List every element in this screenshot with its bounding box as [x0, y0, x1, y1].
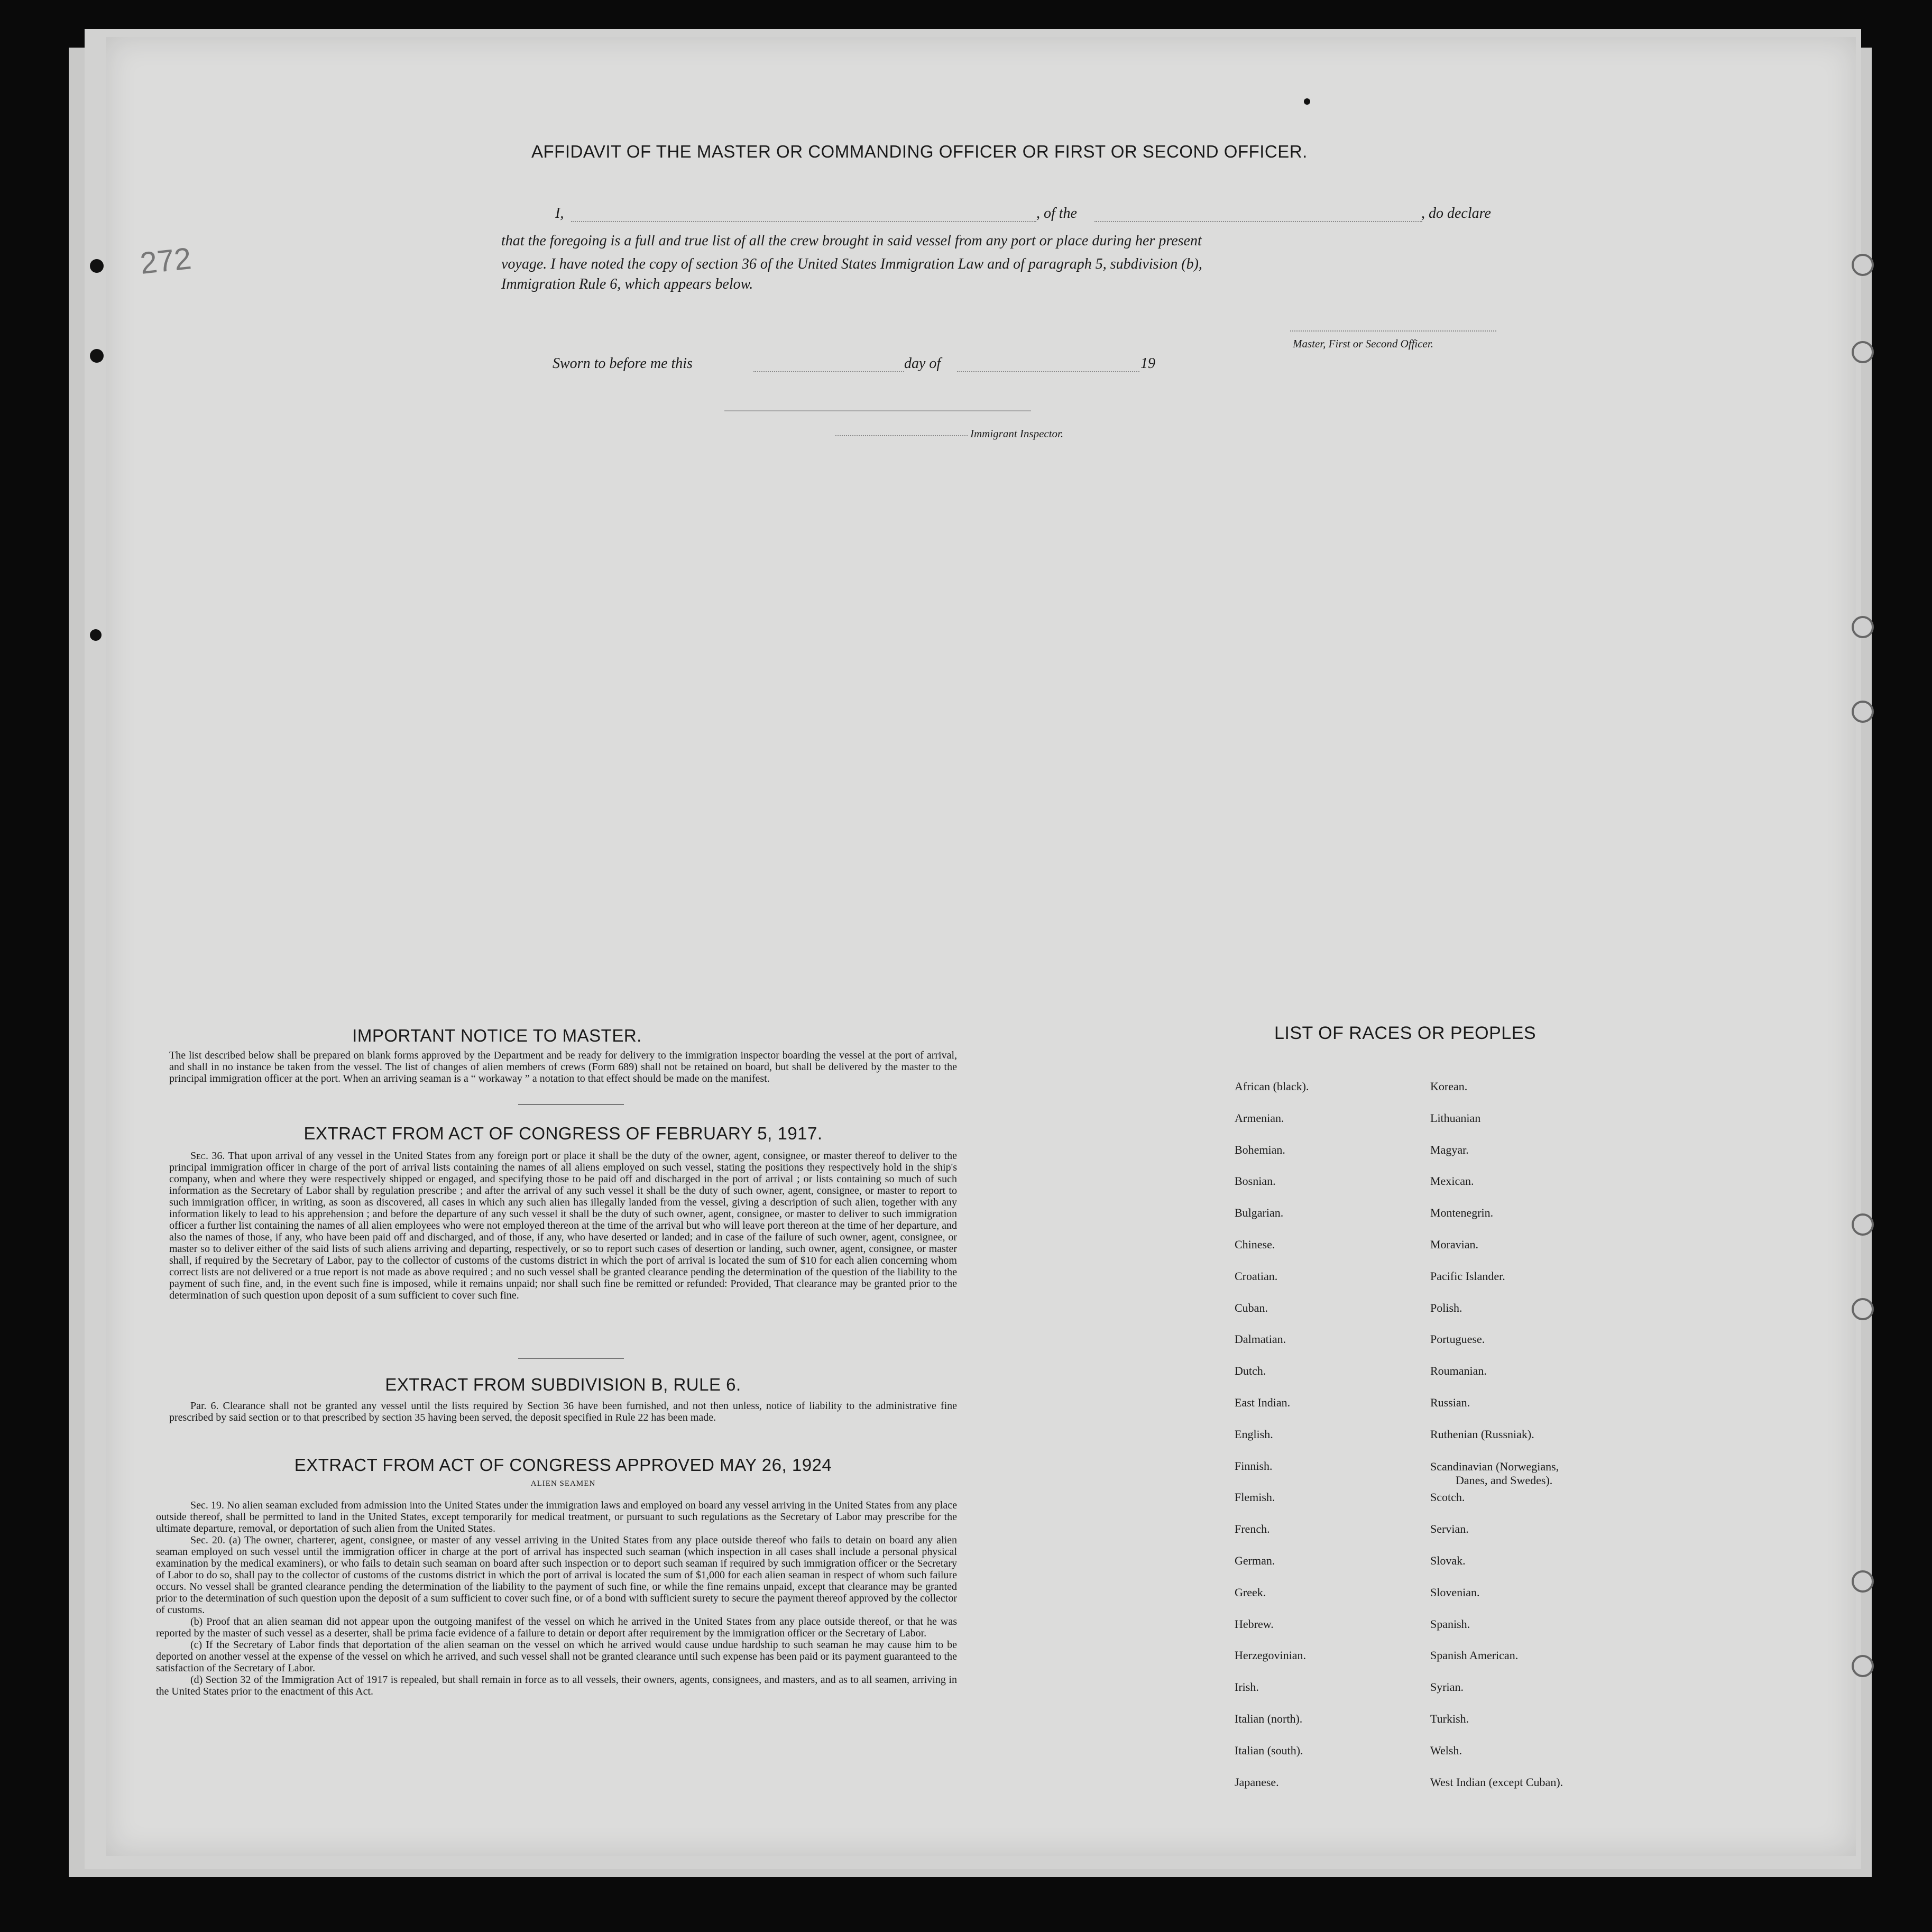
section-divider [518, 1104, 624, 1105]
race-item: Mexican. [1430, 1174, 1474, 1188]
inspector-blank-line [724, 410, 1031, 411]
extract-1924-body [156, 1499, 957, 1697]
affidavit-line: voyage. I have noted the copy of section 36 of the United States Immigration Law and of paragraph 5, subdivision (b), [501, 256, 1202, 272]
race-item: Turkish. [1430, 1712, 1469, 1725]
race-item-continuation: Danes, and Swedes). [1456, 1473, 1553, 1487]
section-20d: (d) Section 32 of the Immigration Act of 1917 is repealed, but shall remain in force as to all vessels, their owners, agents, consignees, and masters, and as to all seamen, arriving in the United States prior to the enactment of this Act. [156, 1674, 957, 1697]
race-item: Roumanian. [1430, 1364, 1487, 1378]
race-item: Scandinavian (Norwegians, Danes, and Swedes). [1430, 1450, 1563, 1482]
binder-ring [1852, 254, 1874, 276]
affidavit-of-the: , of the [1036, 205, 1077, 222]
extract-rule6-body: Par. 6. Clearance shall not be granted any vessel until the lists required by Section 36 have been furnished, and not then unless, notice of liability to the administrative fine prescribed by said section or to that prescribed by section 35 having been served, the deposit specified in Rule 22 has been made. [169, 1400, 957, 1423]
race-item: German. [1235, 1553, 1275, 1567]
race-item: Japanese. [1235, 1775, 1279, 1789]
race-item: Lithuanian [1430, 1111, 1481, 1125]
race-item: Polish. [1430, 1301, 1462, 1314]
binder-ring [1852, 1655, 1874, 1677]
race-item: Herzegovinian. [1235, 1649, 1306, 1662]
binder-ring [1852, 1213, 1874, 1236]
race-item: Finnish. [1235, 1459, 1273, 1473]
section-text: That upon arrival of any vessel in the United States from any foreign port or place it shall be the duty of the owner, agent, consignee, or master thereof to deliver to the principal immigration officer in charge of the port of arrival lists containing the names of all aliens employed on such vessel, stating the positions they respectively hold in the ship's company, when and where they were respectively shipped or engaged, and specifying those to be paid off and discharged in the port of arrival ; or lists containing so much of such information as the Secretary of Labor shall by regulation prescribe ; and after the arrival of any such vessel it shall be the duty of such owner, agent, consignee, or master to report to such immigration officer, in writing, as soon as discovered, all cases in which any such alien has illegally landed from the vessel, giving a description of such alien, together with any information likely to lead to his apprehension ; and before the departure of any such vessel it shall be the duty of such owner, agent, consignee, or master to deliver to such immigration officer a further list containing the names of all alien employees who were not employed thereon at the time of the arrival but who will leave port thereon at the time of her departure, and also the names of those, if any, who have been paid off and discharged, and of those, if any, who have deserted or landed; and in case of the failure of such owner, agent, consignee, or master so to deliver either of the said lists of such aliens arriving and departing, respectively, or so to report such cases of desertion or landing, such owner, agent, consignee, or master shall, if required by the Secretary of Labor, pay to the collector of customs of the customs district in which the port of arrival is located the sum of $10 for each alien concerning whom correct lists are not delivered or a true report is not made as above required ; and no such vessel shall be granted clearance pending the determination of the question of the liability to the payment of such fine, and, in the event such fine is imposed, while it remains unpaid; nor shall such fine be remitted or refunded: Provided, That clearance may be granted prior to the determination of such question upon deposit of a sum sufficient to cover such fine. [169, 1150, 958, 1301]
race-item: French. [1235, 1522, 1270, 1536]
name-blank-line [571, 221, 1036, 222]
sworn-day-blank [753, 371, 904, 372]
master-signature-label: Master, First or Second Officer. [1293, 337, 1433, 350]
extract-1924-subtitle: ALIEN SEAMEN [530, 1479, 596, 1488]
inspector-label: Immigrant Inspector. [970, 427, 1064, 440]
races-column-2 [1430, 1071, 1563, 1798]
signature-blank-line [1290, 330, 1496, 332]
race-item: Greek. [1235, 1585, 1266, 1599]
vessel-blank-line [1094, 221, 1422, 222]
affidavit-line: Immigration Rule 6, which appears below. [501, 276, 753, 292]
race-item: Croatian. [1235, 1269, 1278, 1283]
race-item: Pacific Islander. [1430, 1269, 1505, 1283]
sworn-year: 19 [1140, 355, 1155, 372]
section-label: Sec. 36. [190, 1150, 225, 1162]
race-item: Bohemian. [1235, 1143, 1285, 1156]
binder-ring [1852, 341, 1874, 363]
race-item: Moravian. [1430, 1237, 1479, 1251]
handwritten-page-number: 272 [138, 241, 193, 281]
affidavit-line: that the foregoing is a full and true list of all the crew brought in said vessel from any port or place during her present [501, 233, 1202, 249]
sworn-prefix: Sworn to before me this [553, 355, 693, 372]
race-item: Magyar. [1430, 1143, 1469, 1156]
race-item: Bosnian. [1235, 1174, 1276, 1188]
race-item: Irish. [1235, 1680, 1259, 1694]
binder-ring [1852, 1570, 1874, 1593]
race-item: Russian. [1430, 1395, 1470, 1409]
race-item: Ruthenian (Russniak). [1430, 1427, 1534, 1441]
race-item: Flemish. [1235, 1491, 1275, 1504]
race-item: Cuban. [1235, 1301, 1268, 1314]
race-item: Syrian. [1430, 1680, 1464, 1694]
race-item: Slovenian. [1430, 1585, 1480, 1599]
race-item: Servian. [1430, 1522, 1469, 1536]
binder-ring [1852, 701, 1874, 723]
race-item: African (black). [1235, 1080, 1309, 1093]
race-item: Chinese. [1235, 1237, 1275, 1251]
race-item: West Indian (except Cuban). [1430, 1775, 1563, 1789]
race-item: Portuguese. [1430, 1332, 1485, 1346]
race-item: Bulgarian. [1235, 1206, 1284, 1220]
extract-1917-body [169, 1150, 957, 1301]
section-divider [518, 1358, 624, 1359]
extract-1924-title: EXTRACT FROM ACT OF CONGRESS APPROVED MAY 26, 1924 [294, 1455, 832, 1475]
race-item: Dutch. [1235, 1364, 1266, 1378]
notice-body: The list described below shall be prepared on blank forms approved by the Department and be ready for delivery to the immigration inspector boarding the vessel at the port of arrival, and shall in no instance be taken from the vessel. The list of changes of alien members of crews (Form 689) shall not be retained on board, but shall be delivered by the master to the principal immigration officer at the port. When an arriving seaman is a “ workaway ” a notation to that effect should be made on the manifest. [169, 1050, 957, 1084]
extract-1917-title: EXTRACT FROM ACT OF CONGRESS OF FEBRUARY 5, 1917. [303, 1124, 823, 1143]
sworn-day-of: day of [904, 355, 941, 372]
affidavit-declare: , do declare [1421, 205, 1491, 222]
race-item: East Indian. [1235, 1395, 1291, 1409]
punch-hole [90, 349, 104, 363]
punch-hole [90, 259, 104, 273]
race-item: Spanish. [1430, 1617, 1470, 1631]
binder-ring [1852, 1298, 1874, 1320]
affidavit-title: AFFIDAVIT OF THE MASTER OR COMMANDING OFFICER OR FIRST OR SECOND OFFICER. [531, 142, 1308, 161]
section-20a: Sec. 20. (a) The owner, charterer, agent, consignee, or master of any vessel arriving in the United States from any place outside thereof who fails to detain on board any alien seaman employed on such vessel until the immigration officer in charge at the port of arrival has inspected such seaman (which inspection in all cases shall include a personal physical examination by the medical examiners), or who fails to detain such seaman on board after such inspection or to deport such seaman if required by such immigration officer or the Secretary of Labor to do so, shall pay to the collector of customs of the customs district in which the port of arrival is located the sum of $1,000 for each alien seaman in respect of whom such failure occurs. No vessel shall be granted clearance pending the determination of the liability to the payment of such fine, or while the fine remains unpaid, except that clearance may be granted prior to the determination of such question upon the deposit of a sum sufficient to cover such fine, or of a bond with sufficient surety to secure the payment thereof approved by the collector of customs. [156, 1534, 957, 1616]
race-item: Spanish American. [1430, 1649, 1519, 1662]
binder-ring [1852, 616, 1874, 638]
sworn-month-blank [957, 371, 1139, 372]
section-20b: (b) Proof that an alien seaman did not appear upon the outgoing manifest of the vessel on which he arrived in the United States from any place outside thereof, or that he was reported by the master of such vessel as a deserter, shall be prima facie evidence of a failure to detain or deport after requirement by the immigration officer or the Secretary of Labor. [156, 1616, 957, 1639]
races-title: LIST OF RACES OR PEOPLES [1274, 1023, 1537, 1043]
punch-hole [90, 629, 102, 641]
ink-dot [1304, 98, 1310, 105]
race-item: Welsh. [1430, 1743, 1462, 1757]
section-19: Sec. 19. No alien seaman excluded from admission into the United States under the immigration laws and employed on board any vessel arriving in the United States from any place outside thereof, shall be permitted to land in the United States, except temporarily for medical treatment, or pursuant to such regulations as the Secretary of Labor may prescribe for the ultimate departure, removal, or deportation of such alien from the United States. [156, 1499, 957, 1534]
races-column-1 [1235, 1071, 1309, 1798]
notice-title: IMPORTANT NOTICE TO MASTER. [352, 1026, 642, 1045]
race-item: Hebrew. [1235, 1617, 1274, 1631]
race-item: Dalmatian. [1235, 1332, 1286, 1346]
race-item: Italian (south). [1235, 1743, 1303, 1757]
race-item: English. [1235, 1427, 1273, 1441]
inspector-blank-line [835, 435, 968, 436]
race-item: Montenegrin. [1430, 1206, 1494, 1220]
extract-rule6-title: EXTRACT FROM SUBDIVISION B, RULE 6. [385, 1375, 741, 1394]
race-item: Scotch. [1430, 1491, 1465, 1504]
race-item: Armenian. [1235, 1111, 1284, 1125]
race-item: Slovak. [1430, 1553, 1466, 1567]
race-item: Italian (north). [1235, 1712, 1303, 1725]
affidavit-i: I, [555, 205, 564, 222]
race-item: Korean. [1430, 1080, 1468, 1093]
section-20c: (c) If the Secretary of Labor finds that deportation of the alien seaman on the vessel on which he arrived would cause undue hardship to such seaman he may cause him to be deported on another vessel at the expense of the vessel on which he arrived, and such vessel shall not be granted clearance until such expense has been paid or its payment guaranteed to the satisfaction of the Secretary of Labor. [156, 1639, 957, 1674]
